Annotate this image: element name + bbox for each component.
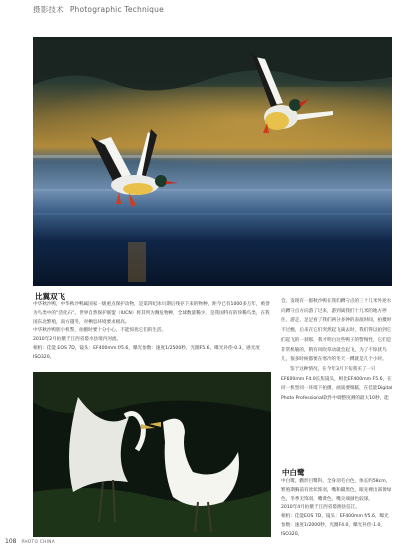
caption2-body — [281, 478, 393, 540]
caption2-paragraph: 相机：佳能EOS 7D，镜头：EF400mm f/5.6，曝光参数：速度1/2000秒，光圈F4.0，曝光补偿-1.0，ISO320。 — [281, 514, 389, 537]
caption1-body — [33, 301, 273, 363]
caption1-paragraph: 2010年2月拍摄于江西省婺水县境内河流。 — [33, 337, 122, 343]
right-column-text — [281, 297, 393, 404]
page-header — [33, 4, 164, 15]
page-footer — [5, 538, 55, 545]
caption1-paragraph: 相机：佳能 EOS 7D，镜头：EF400mm f/5.6，曝光参数：速度1/2500秒，光圈F5.6，曝光补偿-0.3，感光度ISO320。 — [33, 345, 260, 360]
caption1-title: 比翼双飞 — [35, 292, 65, 301]
section-title-en: Photographic Technique — [69, 5, 164, 14]
caption2-paragraph: 中白鹭，鹳形目鹭科，全身羽毛白色，体长约58cm，繁殖期胸前有丝状饰羽，嘴和脚黑色，眼先裸出部黄绿色，冬季无饰羽，嘴黄色，嘴尖端颜色较深。 — [281, 479, 392, 502]
caption2-paragraph: 2010年4月拍摄于江西省婺源县信江。 — [281, 505, 360, 511]
page-number: 108 — [5, 538, 17, 545]
body-paragraph: 会。发现有一群秋沙鸭在我们蹲守点的三十几米外逆水向蹲守点方向游了过来，游到离我们十几米的地方停住，游走，足足看了我们两分多钟的表演时间，拍摄时不过瘾，后来在它们突然起飞离去时，我们得以拍到它们起飞的一刹那，我才明白这些鸭子的警惕性，它们是非常机敏的，稍有风吹草动就会起飞，为了不惊扰鸟儿，很多时候都要在寒冷的冬天一蹲就是几个小时。 — [281, 299, 392, 363]
merganser-photo — [33, 37, 392, 286]
magazine-name: PHOTO CHINA — [21, 540, 55, 545]
body-paragraph: 鉴于这种情况，在今年3月下旬我买了一只EF600mm F4.0长焦镜头，相比EF400mm F5.6，在同一机型同一环境下拍摄，画质要细腻，在佳能Digital Photo Professional软件中调整度测的最大10秒，能 — [281, 366, 393, 402]
caption2-title: 中白鹭 — [282, 468, 305, 477]
egret-photo — [33, 372, 271, 537]
caption1-paragraph: 中华秋沙鸭胆小机警，拍摄时要十分小心，不能惊扰它们的生活。 — [33, 328, 167, 334]
caption1-paragraph: 中华秋沙鸭，中华秋沙鸭属国家一级重点保护动物，是第四纪冰川期后残存下来的物种，距今已有1000多万年，被誉为鸟类中的“活化石”。世界自然保护联盟（IUCN）将其列为濒危物种，全球数量稀少，是我国特有的珍稀鸟类，在我国东北繁殖，南方越冬，对栖息环境要求极高。 — [33, 302, 270, 325]
section-title-cn: 摄影技术 — [33, 5, 64, 14]
